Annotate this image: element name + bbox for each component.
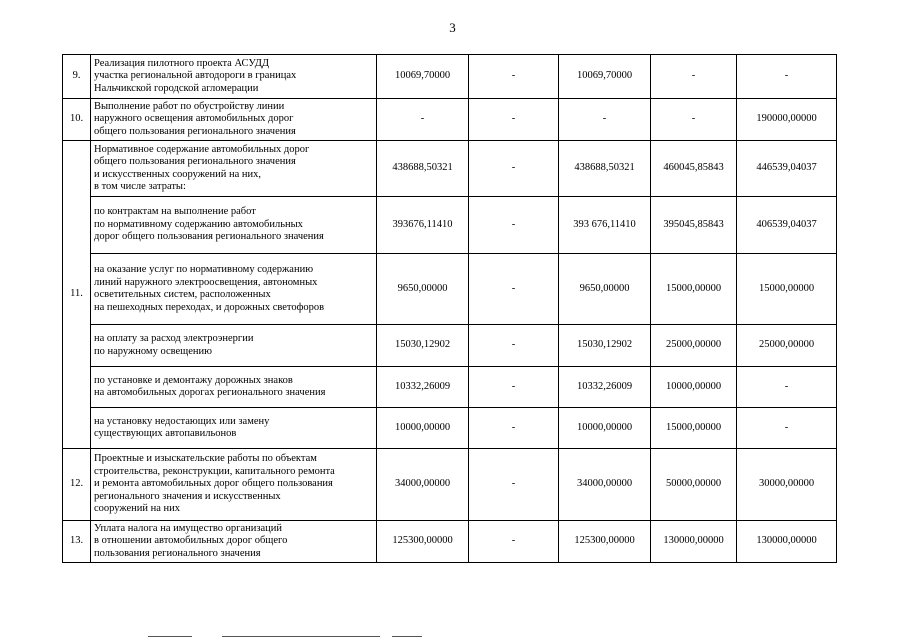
description-line: на автомобильных дорогах регионального значения bbox=[94, 387, 326, 398]
description-line: Нальчикской городской агломерации bbox=[94, 82, 259, 94]
description-line: на установку недостающих или замену bbox=[94, 415, 270, 427]
row-description bbox=[91, 141, 377, 197]
value-cell: 15030,12902 bbox=[559, 325, 651, 367]
description-line: существующих автопавильонов bbox=[94, 428, 237, 439]
value-cell: 190000,00000 bbox=[737, 99, 837, 141]
value-cell: - bbox=[737, 367, 837, 408]
value-cell: - bbox=[469, 254, 559, 325]
value-cell: - bbox=[469, 55, 559, 99]
table-row bbox=[63, 449, 837, 521]
description-line: общего пользования регионального значения bbox=[94, 156, 296, 167]
value-cell: 125300,00000 bbox=[377, 521, 469, 563]
value-cell: 460045,85843 bbox=[651, 141, 737, 197]
row-number: 11. bbox=[63, 141, 91, 449]
value-cell: 9650,00000 bbox=[377, 254, 469, 325]
row-number: 10. bbox=[63, 99, 91, 141]
value-cell: 438688,50321 bbox=[377, 141, 469, 197]
row-description bbox=[91, 325, 377, 367]
value-cell: 15000,00000 bbox=[737, 254, 837, 325]
description-line: по наружному освещению bbox=[94, 345, 212, 357]
value-cell: 10069,70000 bbox=[559, 55, 651, 99]
value-cell: - bbox=[377, 99, 469, 141]
row-description bbox=[91, 99, 377, 141]
description-line: наружного освещения автомобильных дорог bbox=[94, 113, 294, 125]
value-cell: 10000,00000 bbox=[651, 367, 737, 408]
value-cell: 395045,85843 bbox=[651, 197, 737, 254]
value-cell: - bbox=[469, 408, 559, 449]
table-row bbox=[63, 254, 837, 325]
description-line: и искусственных сооружений на них, bbox=[94, 168, 262, 180]
value-cell: - bbox=[469, 99, 559, 141]
value-cell: 446539,04037 bbox=[737, 141, 837, 197]
value-cell: - bbox=[651, 55, 737, 99]
value-cell: - bbox=[469, 197, 559, 254]
footer-rule bbox=[148, 636, 192, 637]
value-cell: - bbox=[737, 408, 837, 449]
description-line: Нормативное содержание автомобильных дорог bbox=[94, 143, 310, 155]
row-number: 12. bbox=[63, 449, 91, 521]
value-cell: 10000,00000 bbox=[377, 408, 469, 449]
value-cell: 15000,00000 bbox=[651, 254, 737, 325]
page-number: 3 bbox=[449, 20, 456, 35]
value-cell: 10069,70000 bbox=[377, 55, 469, 99]
value-cell: 34000,00000 bbox=[559, 449, 651, 521]
value-cell: - bbox=[469, 325, 559, 367]
value-cell: 25000,00000 bbox=[737, 325, 837, 367]
value-cell: 130000,00000 bbox=[651, 521, 737, 563]
description-line: дорог общего пользования регионального значения bbox=[94, 231, 324, 243]
budget-table bbox=[62, 54, 837, 563]
description-line: участка региональной автодороги в границах bbox=[94, 70, 297, 82]
description-line: Реализация пилотного проекта АСУДД bbox=[94, 57, 270, 69]
row-description bbox=[91, 254, 377, 325]
description-line: по нормативному содержанию автомобильных bbox=[94, 218, 303, 230]
description-line: осветительных систем, расположенных bbox=[94, 289, 271, 300]
description-line: линий наружного электроосвещения, автономных bbox=[94, 276, 318, 288]
row-number: 13. bbox=[63, 521, 91, 563]
description-line: строительства, реконструкции, капитального ремонта bbox=[94, 465, 335, 477]
value-cell: 10000,00000 bbox=[559, 408, 651, 449]
description-line: Выполнение работ по обустройству линии bbox=[94, 100, 285, 112]
row-description bbox=[91, 367, 377, 408]
value-cell: 30000,00000 bbox=[737, 449, 837, 521]
description-line: регионального значения и искусственных bbox=[94, 490, 281, 502]
value-cell: 125300,00000 bbox=[559, 521, 651, 563]
value-cell: 10332,26009 bbox=[377, 367, 469, 408]
table-row bbox=[63, 197, 837, 254]
value-cell: - bbox=[469, 141, 559, 197]
row-number: 9. bbox=[63, 55, 91, 99]
row-description bbox=[91, 408, 377, 449]
table-row bbox=[63, 367, 837, 408]
description-line: на оплату за расход электроэнергии bbox=[94, 333, 254, 344]
table-row bbox=[63, 521, 837, 563]
description-line: на пешеходных переходах, и дорожных светофоров bbox=[94, 301, 325, 313]
value-cell: 130000,00000 bbox=[737, 521, 837, 563]
value-cell: - bbox=[469, 367, 559, 408]
footer-rule bbox=[222, 636, 380, 637]
value-cell: - bbox=[469, 521, 559, 563]
description-line: по контрактам на выполнение работ bbox=[94, 206, 256, 218]
value-cell: 9650,00000 bbox=[559, 254, 651, 325]
value-cell: 15000,00000 bbox=[651, 408, 737, 449]
value-cell: - bbox=[737, 55, 837, 99]
table-row bbox=[63, 99, 837, 141]
description-line: сооружений на них bbox=[94, 503, 181, 515]
description-line: Уплата налога на имущество организаций bbox=[94, 522, 283, 534]
description-line: в отношении автомобильных дорог общего bbox=[94, 535, 288, 547]
value-cell: 15030,12902 bbox=[377, 325, 469, 367]
value-cell: - bbox=[469, 449, 559, 521]
row-description bbox=[91, 521, 377, 563]
value-cell: 10332,26009 bbox=[559, 367, 651, 408]
value-cell: 393676,11410 bbox=[377, 197, 469, 254]
value-cell: 50000,00000 bbox=[651, 449, 737, 521]
row-description bbox=[91, 55, 377, 99]
footer-rule bbox=[392, 636, 422, 637]
description-line: пользования регионального значения bbox=[94, 547, 261, 559]
description-line: и ремонта автомобильных дорог общего пользования bbox=[94, 478, 333, 490]
description-line: на оказание услуг по нормативному содержанию bbox=[94, 264, 314, 275]
value-cell: - bbox=[651, 99, 737, 141]
table-row bbox=[63, 325, 837, 367]
value-cell: 393 676,11410 bbox=[559, 197, 651, 254]
table-row bbox=[63, 408, 837, 449]
row-description bbox=[91, 449, 377, 521]
row-description bbox=[91, 197, 377, 254]
value-cell: 34000,00000 bbox=[377, 449, 469, 521]
description-line: Проектные и изыскательские работы по объектам bbox=[94, 453, 317, 465]
value-cell: - bbox=[559, 99, 651, 141]
description-line: по установке и демонтажу дорожных знаков bbox=[94, 374, 293, 386]
description-line: общего пользования регионального значения bbox=[94, 125, 296, 137]
table-row bbox=[63, 55, 837, 99]
value-cell: 25000,00000 bbox=[651, 325, 737, 367]
table-row bbox=[63, 141, 837, 197]
description-line: в том числе затраты: bbox=[94, 181, 186, 192]
value-cell: 406539,04037 bbox=[737, 197, 837, 254]
value-cell: 438688,50321 bbox=[559, 141, 651, 197]
